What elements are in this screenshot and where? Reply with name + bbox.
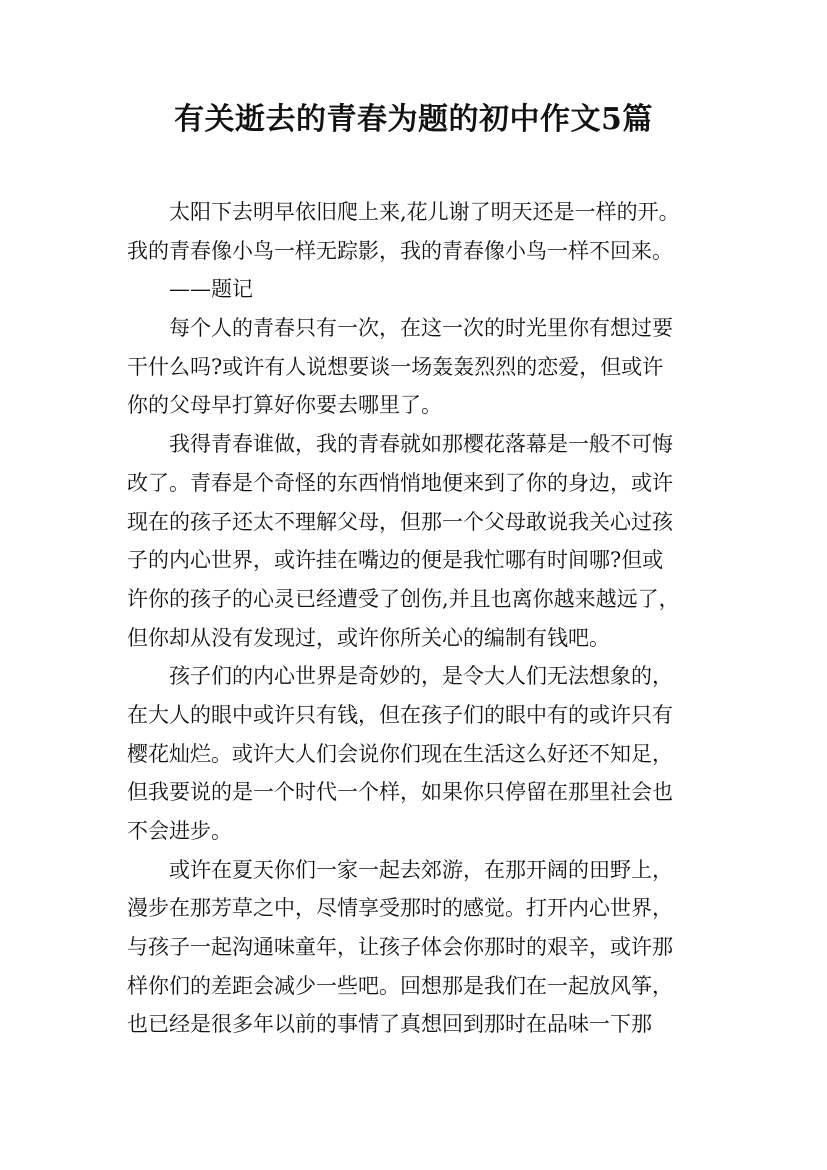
document-title: 有关逝去的青春为题的初中作文5篇 <box>174 102 653 137</box>
text-line: 现在的孩子还太不理解父母，但那一个父母敢说我关心过孩 <box>127 509 673 534</box>
text-line: 在大人的眼中或许只有钱，但在孩子们的眼中有的或许只有 <box>127 702 673 727</box>
text-line: 但我要说的是一个时代一个样，如果你只停留在那里社会也 <box>127 780 673 805</box>
text-line: 漫步在那芳草之中，尽情享受那时的感觉。打开内心世界， <box>127 896 673 921</box>
text-line: 子的内心世界，或许挂在嘴边的便是我忙哪有时间哪?但或 <box>127 548 664 573</box>
text-line: 我得青春谁做，我的青春就如那樱花落幕是一般不可悔 <box>169 432 673 457</box>
text-line: ——题记 <box>169 277 253 302</box>
text-line: 你的父母早打算好你要去哪里了。 <box>127 393 442 418</box>
text-line: 或许在夏天你们一家一起去郊游，在那开阔的田野上， <box>169 857 673 882</box>
document-body <box>127 193 717 1044</box>
text-line: 我的青春像小鸟一样无踪影，我的青春像小鸟一样不回来。 <box>127 238 673 263</box>
text-line: 不会进步。 <box>127 819 232 843</box>
text-line: 孩子们的内心世界是奇妙的，是令大人们无法想象的， <box>169 664 673 689</box>
text-line: 样你们的差距会减少一些吧。回想那是我们在一起放风筝， <box>127 973 673 998</box>
text-line: 樱花灿烂。或许大人们会说你们现在生活这么好还不知足， <box>127 741 673 766</box>
text-line: 但你却从没有发现过，或许你所关心的编制有钱吧。 <box>127 625 610 650</box>
text-line: 干什么吗?或许有人说想要谈一场轰轰烈烈的恋爱，但或许 <box>127 354 664 379</box>
text-line: 太阳下去明早依旧爬上来,花儿谢了明天还是一样的开。 <box>169 200 680 224</box>
text-line: 每个人的青春只有一次，在这一次的时光里你有想过要 <box>169 316 673 341</box>
text-line: 许你的孩子的心灵已经遭受了创伤,并且也离你越来越远了， <box>127 586 680 611</box>
text-line: 也已经是很多年以前的事情了真想回到那时在品味一下那 <box>127 1012 652 1037</box>
text-line: 改了。青春是个奇怪的东西悄悄地便来到了你的身边，或许 <box>127 470 673 495</box>
text-line: 与孩子一起沟通味童年，让孩子体会你那时的艰辛，或许那 <box>127 935 673 960</box>
